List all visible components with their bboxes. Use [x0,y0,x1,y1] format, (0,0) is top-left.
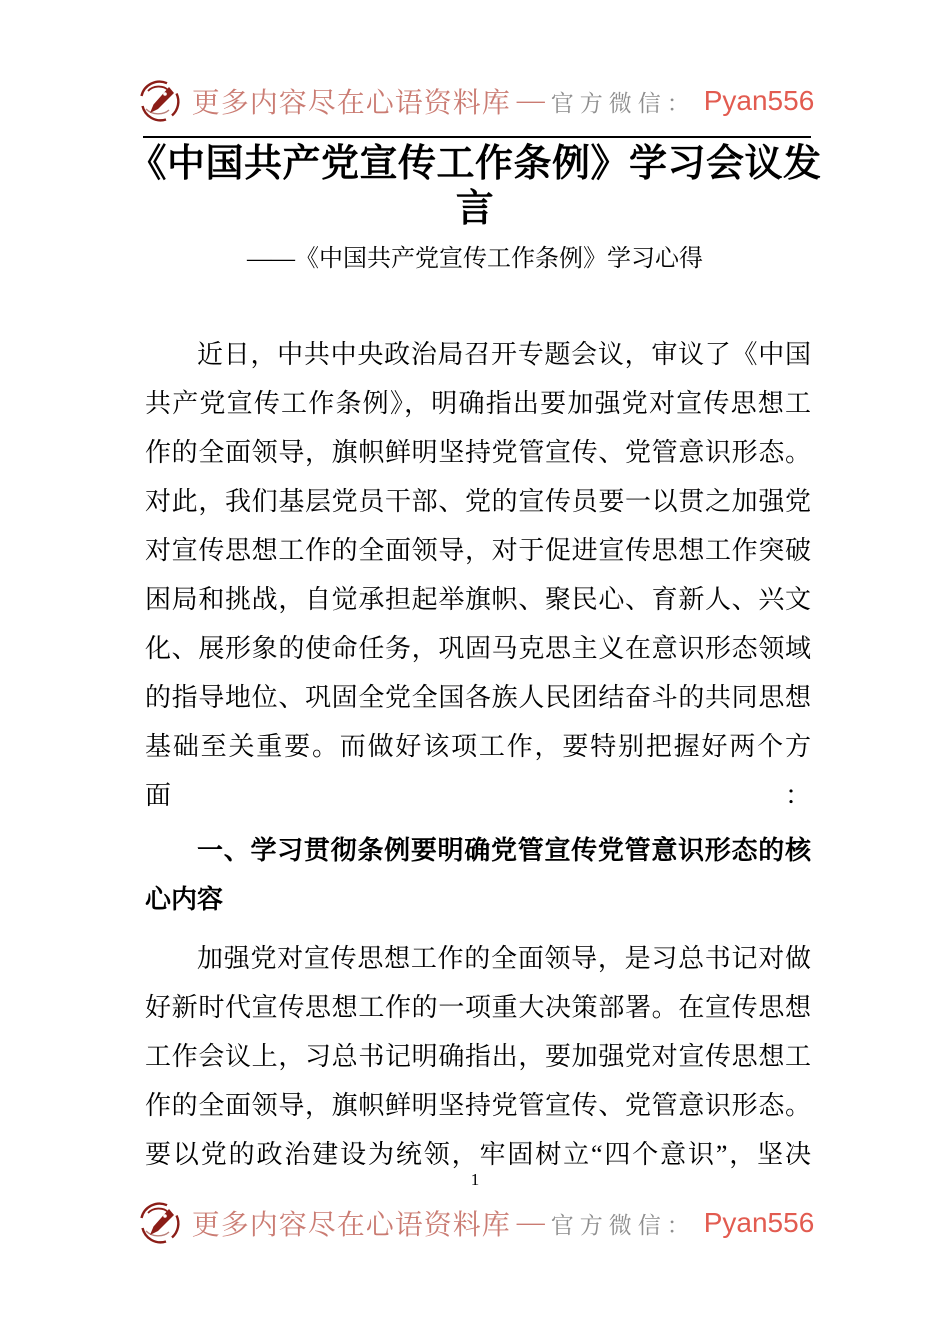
brand-dash: — [516,85,545,116]
heading1-line: 一、学习贯彻条例要明确党管宣传党管意识形态的核 [197,836,811,865]
paragraph1-line: 共产党宣传工作条例》，明确指出要加强党对宣传思想工 [145,389,811,418]
page-number: 1 [470,1170,480,1189]
brand-wechat-id: Pyan556 [703,85,815,116]
heading1-line: 心内容 [145,885,224,914]
brand-wechat-id: Pyan556 [703,1207,815,1238]
header-divider [143,136,811,138]
brand-text-main: 更多内容尽在心语资料库 [191,88,511,119]
doc-title [0,142,950,232]
paragraph1-line: 的指导地位、巩固全党全国各族人民团结奋斗的共同思想 [145,683,811,712]
paragraph1-line: 困局和挑战，自觉承担起举旗帜、聚民心、育新人、兴文 [145,585,811,614]
paragraph1-line: 基础至关重要。而做好该项工作，要特别把握好两个方面： [145,732,811,810]
paragraph2-line: 作的全面领导，旗帜鲜明坚持党管宣传、党管意识形态。 [145,1091,811,1120]
brand-text-main: 更多内容尽在心语资料库 [191,1210,511,1241]
paragraph1-line: 近日，中共中央政治局召开专题会议，审议了《中国 [197,340,811,369]
brand-dash: — [516,1207,545,1238]
brand-text-label: 官方微信： [550,90,696,116]
doc-title-line: 言 [455,188,495,230]
paragraph1-line: 化、展形象的使命任务，巩固马克思主义在意识形态领域 [145,634,811,663]
page-header [0,78,950,124]
paragraph1-line: 作的全面领导，旗帜鲜明坚持党管宣传、党管意识形态。 [145,438,811,467]
brand-text-label: 官方微信： [550,1212,696,1238]
pen-nib-logo-icon [136,1200,182,1246]
doc-body [145,330,811,1179]
doc-title-line: 《中国共产党宣传工作条例》学习会议发 [128,143,822,185]
paragraph1-line: 对宣传思想工作的全面领导，对于促进宣传思想工作突破 [145,536,811,565]
paragraph2-line: 要以党的政治建设为统领，牢固树立“四个意识”，坚决 [145,1140,811,1169]
pen-nib-logo-icon [136,78,182,124]
paragraph1-line: 对此，我们基层党员干部、党的宣传员要一以贯之加强党 [145,487,811,516]
paragraph2-line: 好新时代宣传思想工作的一项重大决策部署。在宣传思想 [145,993,811,1022]
doc-subtitle: ——《中国共产党宣传工作条例》学习心得 [247,246,703,272]
page-footer [0,1200,950,1246]
paragraph2-line: 加强党对宣传思想工作的全面领导，是习总书记对做 [197,944,811,973]
paragraph2-line: 工作会议上，习总书记明确指出，要加强党对宣传思想工 [145,1042,811,1071]
